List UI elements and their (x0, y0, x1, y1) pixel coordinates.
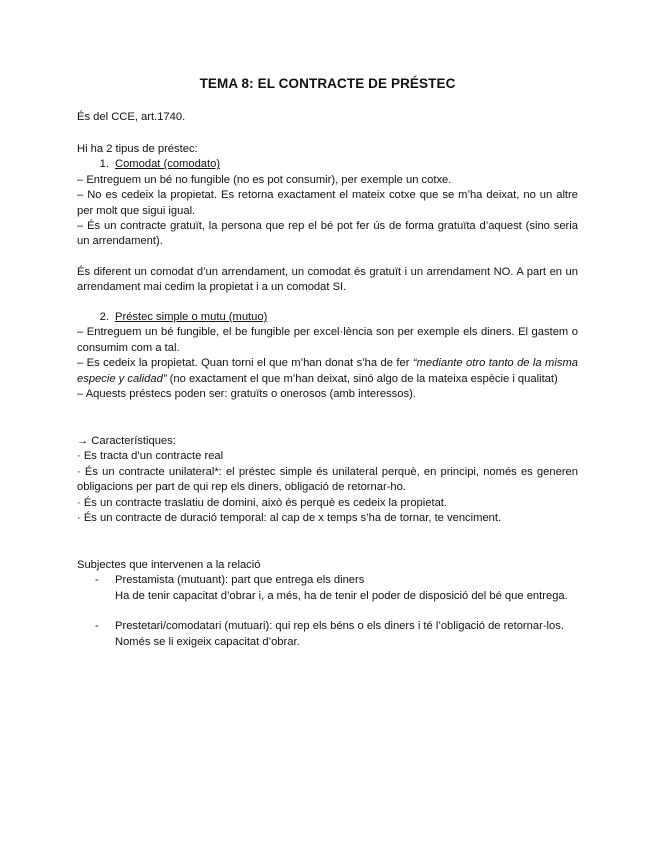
subject-main: Prestamista (mutuant): part que entrega els diners (115, 574, 365, 587)
comodat-line-3: – És un contracte gratuït, la persona que rep el bé pot fer ús de forma gratuïta d’aquest (sino seria un arrendament). (77, 220, 578, 248)
subjects-heading: Subjectes que intervenen a la relació (77, 559, 261, 571)
types-heading: Hi ha 2 tipus de préstec: (77, 143, 198, 155)
comodat-label: Comodat (comodato) (115, 158, 221, 171)
mutu-number: 2. (99, 311, 109, 323)
characteristics-heading: → Característiques: (77, 435, 176, 447)
characteristic-item: · Es tracta d’un contracte real (77, 450, 224, 463)
comodat-line-1: – Entreguem un bé no fungible (no es pot consumir), per exemple un cotxe. (77, 173, 452, 186)
intro-paragraph (77, 110, 578, 125)
mutu-line-2-post: (no exactament el que m’han deixat, sinó algo de la mateixa espècie i qualitat) (166, 372, 558, 385)
mutu-line-2-quote: “mediante otro tanto de la misma especie y calidad” (77, 357, 579, 385)
difference-text: És diferent un comodat d’un arrendament, un comodat és gratuït i un arrendament NO. A part en un arrendament mai cedim la propietat i a un comodat SI. (77, 266, 578, 294)
page-title: TEMA 8: EL CONTRACTE DE PRÉSTEC (199, 76, 456, 91)
comodat-number: 1. (99, 158, 109, 171)
list-dash: - (95, 574, 99, 587)
subject-main: Prestetari/comodatari (mutuari): qui rep els béns o els diners i té l’obligació de retornar-los. (115, 620, 564, 633)
subject-extra: Només se li exigeix capacitat d’obrar. (115, 635, 300, 648)
characteristic-item: · És un contracte unilateral*: el préstec simple és unilateral perquè, en principi, només es generen obligacions per part de qui rep els diners, obligació de retornar-ho. (77, 465, 578, 494)
subject-item-prestetari (77, 619, 578, 650)
comodat-line-2: – No es cedeix la propietat. Es retorna exactament el mateix cotxe que se m’ha deixat, no un altre per molt que sigui igual. (77, 189, 578, 217)
subject-extra: Ha de tenir capacitat d’obrar i, a més, ha de tenir el poder de disposició del bé que entrega. (115, 589, 568, 602)
mutu-line-3: – Aquests préstecs poden ser: gratuïts o onerosos (amb interessos). (77, 388, 416, 401)
characteristic-item: · És un contracte de duració temporal: al cap de x temps s’ha de tornar, te venciment. (77, 512, 502, 525)
mutu-line-2-pre: – Es cedeix la propietat. Quan torni el que m’han donat s’ha de fer (77, 357, 413, 370)
mutu-line-2 (77, 356, 578, 387)
subject-item-prestamista (77, 573, 578, 604)
difference-paragraph (77, 265, 578, 296)
subjects-section (77, 558, 578, 650)
mutu-line-1: – Entreguem un bé fungible, el be fungible per excel·lència son per exemple els diners. El gastem o consumim com a tal. (77, 326, 578, 354)
intro-text: És del CCE, art.1740. (77, 111, 186, 123)
mutu-label: Préstec simple o mutu (mutuo) (115, 311, 268, 323)
list-dash: - (95, 620, 99, 633)
characteristic-item: · És un contracte traslatiu de domini, això és perquè es cedeix la propietat. (77, 496, 448, 509)
types-section (77, 142, 578, 250)
mutu-heading (77, 310, 578, 325)
mutu-section (77, 310, 578, 402)
characteristics-section (77, 434, 578, 526)
comodat-heading (77, 157, 578, 172)
